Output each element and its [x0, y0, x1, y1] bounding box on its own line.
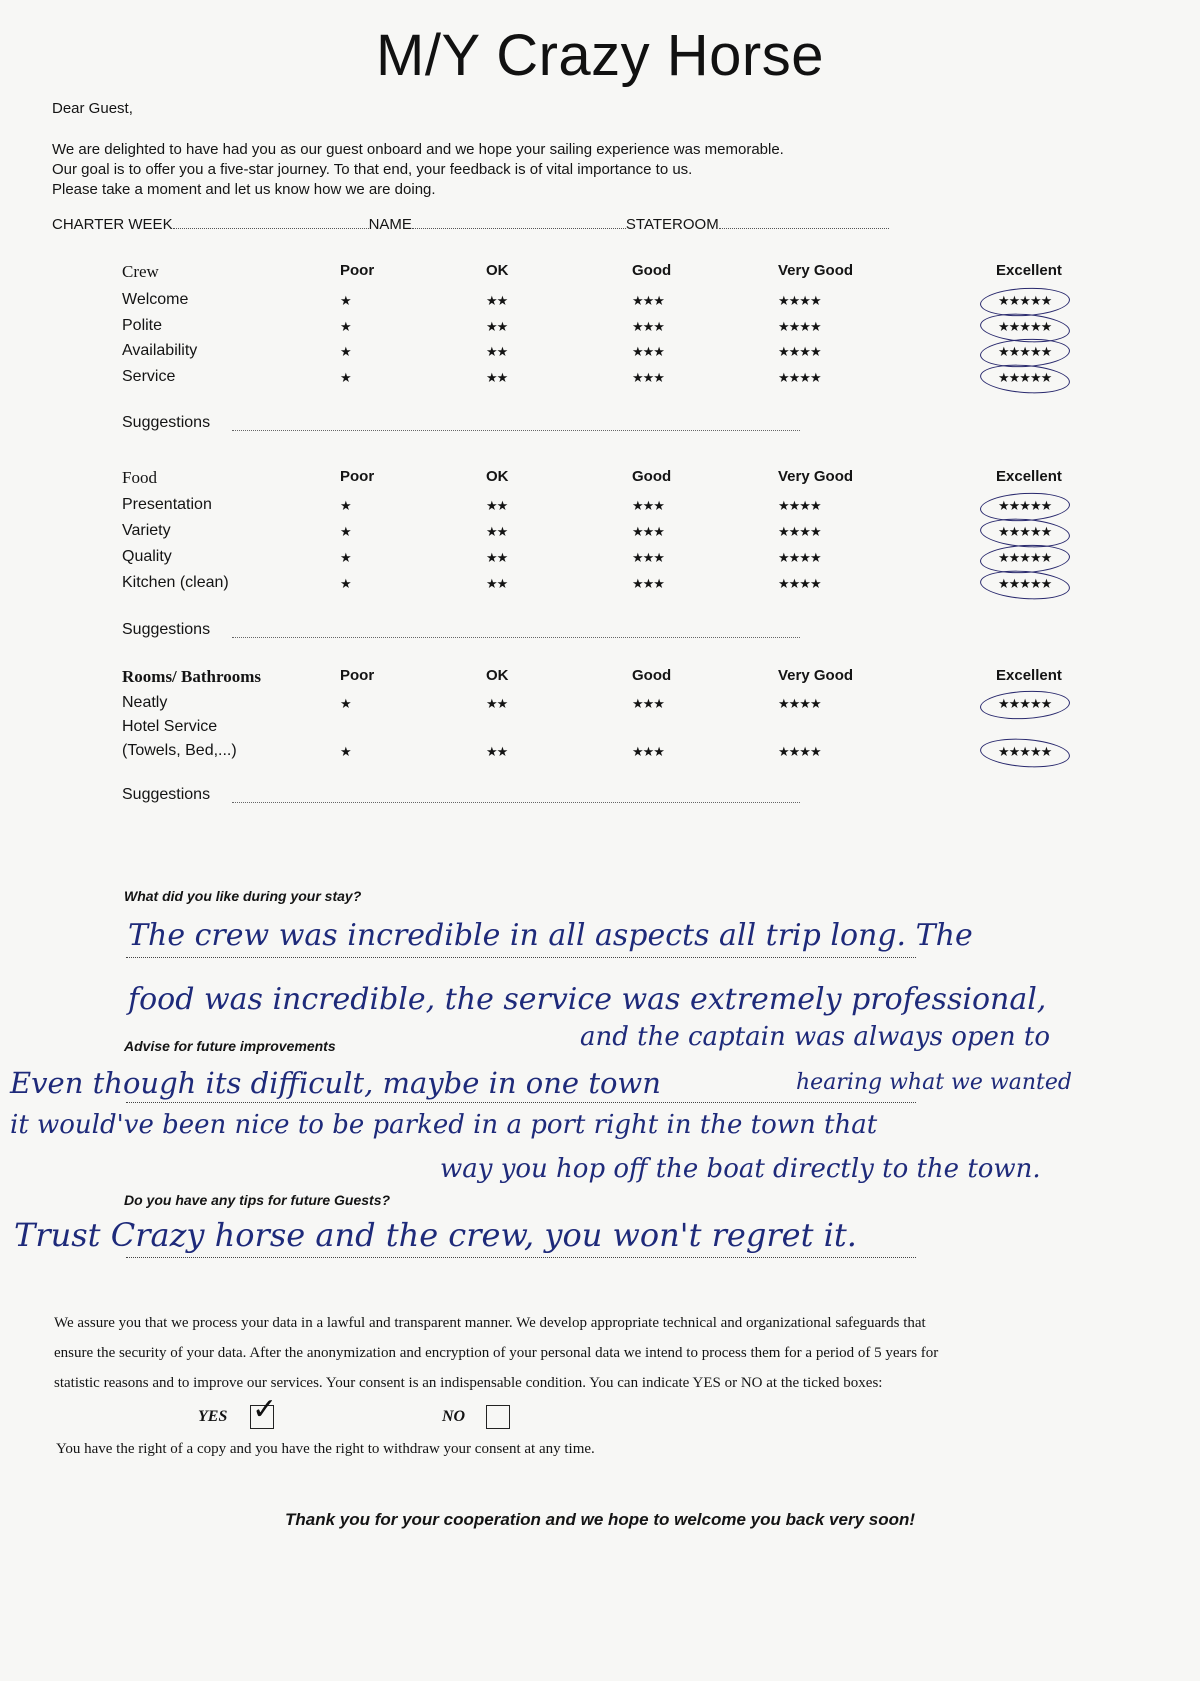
rating-stars-option[interactable]: ★★★★: [778, 696, 821, 711]
question-tips: Do you have any tips for future Guests?: [124, 1192, 391, 1208]
rating-item-label: Presentation: [122, 496, 212, 513]
rating-stars-option[interactable]: ★★★: [632, 344, 664, 359]
rating-column-header: Poor: [340, 468, 375, 485]
rating-stars-option[interactable]: ★★★: [632, 370, 664, 385]
stateroom-field[interactable]: [719, 216, 889, 229]
answer-liked-line-1[interactable]: The crew was incredible in all aspects all trip long. The: [128, 918, 973, 953]
rating-stars-option[interactable]: ★★★★: [778, 576, 821, 591]
intro-line: We are delighted to have had you as our guest onboard and we hope your sailing experience was memorable.: [52, 141, 784, 158]
selected-rating-circle: [979, 736, 1071, 770]
rating-stars-option[interactable]: ★★★★★: [998, 576, 1052, 591]
rating-stars-option[interactable]: ★★: [486, 293, 508, 308]
answer-line-improve: [126, 1101, 916, 1103]
rating-column-header: OK: [486, 468, 509, 485]
rating-column-header: Excellent: [996, 667, 1062, 684]
suggestions-label: Suggestions: [122, 786, 211, 803]
rating-stars-option[interactable]: ★: [340, 319, 351, 334]
rating-stars-option[interactable]: ★★★★★: [998, 524, 1052, 539]
question-liked: What did you like during your stay?: [124, 888, 362, 904]
rating-stars-option[interactable]: ★★: [486, 370, 508, 385]
answer-liked-line-3[interactable]: and the captain was always open to: [580, 1022, 1051, 1052]
rating-item-label: Welcome: [122, 291, 189, 308]
section-title: Crew: [122, 262, 159, 281]
rating-stars-option[interactable]: ★★★★: [778, 344, 821, 359]
guest-info-fields: [52, 216, 889, 233]
rating-item-label: Variety: [122, 522, 171, 539]
rating-column-header: OK: [486, 262, 509, 279]
consent-yes-label: YES: [198, 1408, 228, 1425]
rating-column-header: OK: [486, 667, 509, 684]
intro-line: Our goal is to offer you a five-star journey. To that end, your feedback is of vital importance to us.: [52, 161, 693, 178]
rating-stars-option[interactable]: ★★★★: [778, 524, 821, 539]
charter-week-field[interactable]: [173, 216, 369, 229]
legal-line: statistic reasons and to improve our services. Your consent is an indispensable condition. You can indicate YES or NO at the ticked boxes:: [54, 1375, 883, 1391]
rating-stars-option[interactable]: ★★★★: [778, 550, 821, 565]
rating-stars-option[interactable]: ★★★★: [778, 498, 821, 513]
rating-stars-option[interactable]: ★★★★★: [998, 319, 1052, 334]
rating-stars-option[interactable]: ★★: [486, 576, 508, 591]
rating-item-label: Polite: [122, 317, 163, 334]
stateroom-label: STATEROOM: [625, 216, 719, 233]
check-mark-icon: ✓: [252, 1392, 278, 1427]
rating-stars-option[interactable]: ★★★★: [778, 319, 821, 334]
rating-stars-option[interactable]: ★★: [486, 524, 508, 539]
rating-stars-option[interactable]: ★★★★: [778, 293, 821, 308]
rating-stars-option[interactable]: ★★: [486, 550, 508, 565]
rating-stars-option[interactable]: ★★★★★: [998, 344, 1052, 359]
suggestions-label: Suggestions: [122, 621, 211, 638]
answer-line-liked: [126, 956, 916, 958]
rating-stars-option[interactable]: ★: [340, 576, 351, 591]
rating-stars-option[interactable]: ★: [340, 293, 351, 308]
rating-stars-option[interactable]: ★★: [486, 696, 508, 711]
form-title: M/Y Crazy Horse: [376, 23, 824, 88]
rating-item-label: Quality: [122, 548, 172, 565]
name-label: NAME: [368, 216, 412, 233]
rating-stars-option[interactable]: ★: [340, 370, 351, 385]
rating-stars-option[interactable]: ★★: [486, 498, 508, 513]
suggestions-line[interactable]: [232, 801, 800, 803]
section-title: Food: [122, 468, 157, 487]
legal-line: ensure the security of your data. After the anonymization and encryption of your personal data we intend to process them for a period of 5 years for: [54, 1345, 939, 1361]
rating-item-label: Availability: [122, 342, 198, 359]
rating-stars-option[interactable]: ★★★: [632, 319, 664, 334]
rating-stars-option[interactable]: ★: [340, 550, 351, 565]
rating-stars-option[interactable]: ★★★★★: [998, 370, 1052, 385]
rating-stars-option[interactable]: ★★★: [632, 293, 664, 308]
thank-you-note: Thank you for your cooperation and we hope to welcome you back very soon!: [284, 1510, 916, 1529]
rating-stars-option[interactable]: ★★: [486, 344, 508, 359]
rating-column-header: Excellent: [996, 468, 1062, 485]
rating-stars-option[interactable]: ★★: [486, 319, 508, 334]
greeting: Dear Guest,: [52, 100, 133, 117]
rating-column-header: Poor: [340, 262, 375, 279]
rating-column-header: Excellent: [996, 262, 1062, 279]
rating-stars-option[interactable]: ★★★★★: [998, 744, 1052, 759]
rating-stars-option[interactable]: ★★★★★: [998, 696, 1052, 711]
rating-stars-option[interactable]: ★★★★★: [998, 550, 1052, 565]
consent-no-checkbox[interactable]: [486, 1405, 510, 1429]
answer-improve-line-1[interactable]: Even though its difficult, maybe in one town: [10, 1066, 661, 1100]
rating-item-label: Hotel Service: [122, 718, 218, 735]
rating-stars-option[interactable]: ★★★: [632, 524, 664, 539]
rating-stars-option[interactable]: ★★★: [632, 550, 664, 565]
suggestions-line[interactable]: [232, 636, 800, 638]
legal-line: We assure you that we process your data in a lawful and transparent manner. We develop appropriate technical and organizational safeguards that: [54, 1315, 926, 1331]
intro-paragraph: [52, 140, 784, 200]
answer-improve-line-3[interactable]: it would've been nice to be parked in a port right in the town that: [10, 1110, 878, 1140]
answer-improve-line-2[interactable]: hearing what we wanted: [796, 1070, 1072, 1095]
rating-stars-option[interactable]: ★: [340, 696, 351, 711]
rating-column-header: Very Good: [778, 262, 854, 279]
consent-yes-checkbox[interactable]: [250, 1392, 278, 1429]
rating-stars-option[interactable]: ★: [340, 344, 351, 359]
rating-stars-option[interactable]: ★: [340, 524, 351, 539]
rating-column-header: Good: [632, 667, 672, 684]
rating-stars-option[interactable]: ★★: [486, 744, 508, 759]
selected-rating-circle: [979, 689, 1070, 722]
rating-stars-option[interactable]: ★: [340, 498, 351, 513]
answer-tips[interactable]: Trust Crazy horse and the crew, you won't regret it.: [14, 1216, 857, 1254]
rating-column-header: Good: [632, 468, 672, 485]
rating-item-label: (Towels, Bed,...): [122, 742, 237, 759]
rights-notice: You have the right of a copy and you have the right to withdraw your consent at any time.: [56, 1441, 595, 1457]
rating-stars-option[interactable]: ★★★★★: [998, 293, 1052, 308]
section-title: Rooms/ Bathrooms: [122, 667, 261, 686]
charter-week-label: CHARTER WEEK: [52, 216, 173, 233]
selected-rating-circle: [979, 362, 1071, 396]
answer-improve-line-4[interactable]: way you hop off the boat directly to the town.: [440, 1154, 1041, 1184]
rating-stars-option[interactable]: ★★★: [632, 696, 664, 711]
rating-stars-option[interactable]: ★★★★: [778, 744, 821, 759]
rating-stars-option[interactable]: ★★★: [632, 576, 664, 591]
answer-line-tips: [126, 1256, 916, 1258]
rating-item-label: Service: [122, 368, 176, 385]
rating-column-header: Good: [632, 262, 672, 279]
rating-column-header: Very Good: [778, 667, 854, 684]
data-protection-notice: [54, 1308, 1154, 1398]
intro-line: Please take a moment and let us know how we are doing.: [52, 181, 436, 198]
suggestions-label: Suggestions: [122, 414, 211, 431]
rating-stars-option[interactable]: ★★★: [632, 498, 664, 513]
rating-stars-option[interactable]: ★★★★: [778, 370, 821, 385]
question-improve: Advise for future improvements: [124, 1038, 336, 1054]
rating-item-label: Kitchen (clean): [122, 574, 229, 591]
consent-no-label: NO: [442, 1408, 466, 1425]
rating-stars-option[interactable]: ★★★★★: [998, 498, 1052, 513]
rating-column-header: Poor: [340, 667, 375, 684]
suggestions-line[interactable]: [232, 429, 800, 431]
name-field[interactable]: [412, 216, 626, 229]
selected-rating-circle: [979, 568, 1071, 602]
rating-item-label: Neatly: [122, 694, 168, 711]
rating-stars-option[interactable]: ★: [340, 744, 351, 759]
rating-column-header: Very Good: [778, 468, 854, 485]
rating-stars-option[interactable]: ★★★: [632, 744, 664, 759]
answer-liked-line-2[interactable]: food was incredible, the service was extremely professional,: [128, 982, 1047, 1017]
